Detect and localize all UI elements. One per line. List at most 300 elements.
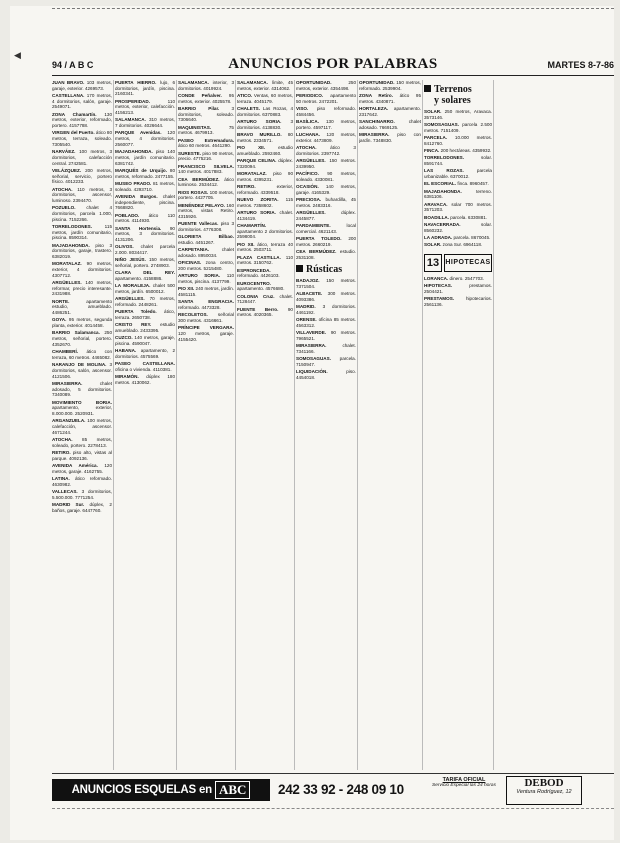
- ad-text: 95 metros, segunda planta, exterior. 4014458.: [52, 317, 112, 329]
- classified-ad: [237, 158, 293, 169]
- banner-text: ANUNCIOS ESQUELAS en: [71, 784, 212, 796]
- classified-ad: [296, 158, 356, 169]
- classified-ad: [296, 80, 356, 91]
- ad-heading: SALAMANCA.: [178, 80, 209, 85]
- ad-text: oficina 85 metros. 4563312.: [296, 317, 356, 329]
- ad-heading: SANTA ENGRACIA.: [178, 299, 234, 305]
- ad-text: dinero. 2547703.: [449, 275, 485, 281]
- ad-text: solar 700 metros. 3571203.: [424, 201, 492, 213]
- ad-heading: PERIODICO.: [296, 93, 324, 98]
- classified-ad: [52, 381, 112, 398]
- ad-heading: PIO XII.: [237, 241, 255, 247]
- ad-text: 120 metros, garaje. 4155420.: [178, 331, 234, 342]
- section-hipotecas-label: HIPOTECAS: [444, 254, 492, 272]
- ad-heading: PASEO CASTELLANA.: [115, 361, 175, 367]
- ad-text: apartamento 50 metros. 2472201.: [296, 93, 356, 104]
- ad-heading: GLORIETA Bilbao.: [178, 234, 234, 240]
- ad-text: chalet 4 dormitorios, parcela 1.000, piscina. 7152266.: [52, 205, 112, 222]
- classified-ad: [178, 203, 234, 220]
- classified-ad: [115, 283, 175, 294]
- ad-heading: CHALETS.: [237, 106, 260, 111]
- ad-text: prestamos. 2504421.: [424, 283, 492, 294]
- classified-ad: [296, 317, 356, 328]
- classified-ad: [424, 276, 492, 282]
- classified-ad: [296, 304, 356, 315]
- ad-heading: CHAMBERÍ.: [52, 349, 79, 355]
- ad-heading: NORTE.: [52, 298, 70, 304]
- ad-text: 3 dormitorios. 4138830.: [237, 119, 293, 130]
- classified-ad: [52, 418, 112, 435]
- classified-ad: [424, 189, 492, 200]
- classified-ad: [115, 296, 175, 307]
- ad-text: 150 metros, reformado. 2539904.: [359, 80, 421, 91]
- debod-ad: [506, 776, 582, 805]
- ad-text: 10.000 metros. 8412760.: [424, 135, 492, 146]
- classified-ad: [115, 244, 175, 255]
- ad-heading: BARRIO Pilar.: [178, 106, 220, 111]
- section-number: 13: [424, 254, 442, 272]
- ad-text: chalet. 4134419.: [237, 210, 293, 221]
- column-1: [52, 80, 112, 770]
- classified-ad: [296, 369, 356, 380]
- ad-text: apartamento 2 dormitorios. 2598004.: [237, 228, 293, 240]
- classified-ad: [237, 184, 293, 195]
- ad-text: 90 metros, 3 dormitorios. 4131206.: [115, 225, 175, 242]
- ad-text: chalet adosado. 7669125.: [359, 119, 421, 130]
- classified-ad: [52, 112, 112, 129]
- ad-text: 75 metros. 4679913.: [178, 124, 234, 136]
- ad-text: 110 metros, 3 dormitorios, ascensor, luminoso. 2394470.: [52, 186, 112, 203]
- classified-ad: [424, 215, 492, 221]
- column-separator: [357, 80, 358, 770]
- ad-text: 120 metros, garaje. 4162755.: [52, 462, 112, 474]
- ad-heading: ARGÜELLES.: [115, 296, 145, 302]
- ad-text: ático luminoso. 2534412.: [178, 176, 234, 188]
- classified-ad: [359, 119, 421, 130]
- column-4: [237, 80, 293, 770]
- classified-ad: [296, 210, 356, 221]
- ad-heading: PUERTA Toledo.: [115, 309, 157, 315]
- classified-ad: [52, 168, 112, 185]
- classified-ad: [52, 93, 112, 110]
- classified-ad: [296, 93, 356, 104]
- ad-heading: MAJADAHONDA.: [115, 149, 153, 155]
- classified-ad: [424, 235, 492, 241]
- classified-ad: [359, 93, 421, 104]
- ad-text: 3 dormitorios, salón, ascensor. 4121506.: [52, 362, 112, 379]
- ad-text: ático 80 metros, terraza, soleado. 7305540.: [52, 130, 112, 147]
- classified-ad: [424, 109, 492, 120]
- phone-numbers: 242 33 92 - 248 09 10: [278, 782, 404, 797]
- header-rule: [52, 75, 614, 76]
- ad-text: exterior, reformado. 4339518.: [237, 184, 293, 195]
- ad-text: piso 90 metros, precio. 4775216.: [178, 150, 234, 162]
- ad-text: reformado. 4473328.: [178, 305, 221, 311]
- ad-text: zona centro, 200 metros. 5215480.: [178, 260, 234, 272]
- ad-text: 110 metros. 3150762.: [237, 254, 293, 266]
- classified-ad: [296, 343, 356, 354]
- ad-heading: NAVACERRADA.: [424, 221, 461, 227]
- classified-ad: [296, 171, 356, 182]
- ad-heading: MIRAMÓN.: [115, 374, 139, 380]
- ad-text: 100 metros, portero. 4427705.: [178, 189, 234, 201]
- page-header: [52, 56, 614, 74]
- ad-heading: RECOLETOS.: [178, 312, 208, 318]
- ad-heading: CHAMARTÍN.: [237, 223, 267, 228]
- ad-heading: MIRASIERRA.: [359, 132, 390, 137]
- ad-text: apartamento. 2317642.: [359, 106, 421, 117]
- ad-text: Las Rozas, 4 dormitorios. 6370883.: [237, 106, 293, 117]
- classified-ad: [237, 171, 293, 182]
- classified-ad: [296, 106, 356, 117]
- classified-ad: [178, 286, 234, 297]
- ad-text: 90 metros, exterior, 4 dormitorios. 4307712.: [52, 261, 112, 278]
- classified-ad: [52, 243, 112, 260]
- classified-ad: [237, 210, 293, 221]
- ad-heading: COLONIA Cruz.: [237, 293, 275, 299]
- classified-ad: [237, 268, 293, 279]
- classified-ad: [52, 437, 112, 448]
- page-date: MARTES 8-7-86: [547, 60, 614, 70]
- ad-heading: ARGANZUELA.: [52, 418, 86, 424]
- classified-ad: [52, 476, 112, 487]
- classified-ad: [52, 149, 112, 166]
- classified-ad: [52, 224, 112, 241]
- ad-text: solar. 8591744.: [424, 155, 492, 166]
- ad-heading: RETIRO.: [237, 184, 256, 189]
- classified-ad: [52, 400, 112, 417]
- ad-text: dúplex 180 metros. 4130062.: [115, 374, 175, 385]
- ad-text: señorial 300 metros. 4316661.: [178, 312, 234, 324]
- ad-text: 115 metros. 7358602.: [237, 197, 293, 208]
- ad-text: 95 metros, exterior. 4025578.: [178, 93, 234, 104]
- classified-ad: [296, 356, 356, 367]
- classified-ad: [178, 80, 234, 91]
- ad-heading: CONDE Peñalver.: [178, 93, 222, 98]
- section-hipotecas: [424, 254, 492, 272]
- classified-ad: [424, 202, 492, 213]
- classified-ad: [52, 489, 112, 500]
- ad-text: piso reformado. 4584456.: [296, 106, 356, 117]
- ad-text: ático, terraza 40 metros. 2503711.: [237, 241, 293, 253]
- ad-heading: BADAJOZ.: [296, 278, 320, 284]
- abc-logo: ABC: [215, 781, 250, 799]
- classified-ad: [115, 149, 175, 166]
- classified-ad: [296, 119, 356, 130]
- classified-ad: [178, 312, 234, 323]
- ad-text: ático reformado. 4630982.: [52, 475, 112, 487]
- ad-text: ático con terraza, 60 metros. 4465082.: [52, 349, 112, 360]
- ad-heading: MIRASIERRA.: [52, 380, 83, 386]
- classified-ad: [52, 330, 112, 347]
- classified-ad: [52, 80, 112, 91]
- classified-ad: [52, 317, 112, 328]
- ad-heading: POZUELO.: [52, 205, 76, 211]
- ad-heading: PUERTA HIERRO.: [115, 80, 157, 85]
- ad-text: 120 metros, 4 dormitorios. 2560077.: [115, 130, 175, 147]
- debod-address: Ventura Rodríguez, 12: [516, 789, 572, 795]
- ad-text: 250 metros, Aravaca. 3573146.: [424, 109, 492, 120]
- ad-text: parcela. 6330881.: [450, 214, 488, 220]
- column-3: [178, 80, 234, 770]
- classified-ad: [237, 145, 293, 156]
- ad-heading: LUCHANA.: [296, 132, 320, 137]
- ad-text: terreno. 6381106.: [424, 188, 492, 200]
- ad-heading: PARDAMIENTE.: [296, 223, 331, 228]
- ad-heading: HABANA.: [115, 348, 137, 354]
- classified-ad: [296, 249, 356, 260]
- ad-heading: PARQUE Avenidas.: [115, 130, 162, 136]
- classified-ad: [296, 197, 356, 208]
- classified-ad: [237, 255, 293, 266]
- classified-ad: [178, 93, 234, 104]
- classified-ad: [115, 99, 175, 116]
- ad-text: hipotecarios. 2561136.: [424, 296, 492, 307]
- column-2: [115, 80, 175, 770]
- ad-text: 240 metros, jardín. 4581115.: [178, 286, 234, 298]
- classified-ad: [237, 281, 293, 292]
- ad-text: 250 metros, señorial, portero. 4352670.: [52, 330, 112, 347]
- ad-heading: MADRID Sur.: [52, 501, 85, 507]
- ad-heading: ARTURO SORIA.: [178, 273, 221, 279]
- ad-heading: SOLAR.: [424, 242, 442, 248]
- ad-heading: EL ESCORIAL.: [424, 181, 457, 187]
- ad-heading: CEA BERMÚDEZ.: [296, 249, 337, 254]
- ad-text: 150 metros. 7371504.: [296, 278, 356, 290]
- classified-ad: [115, 117, 175, 128]
- ad-text: chalet parcela 2.000. 8034417.: [115, 244, 175, 255]
- ad-heading: VIRGEN del Puerto.: [52, 130, 95, 136]
- classified-ad: [115, 181, 175, 192]
- classified-ad: [52, 261, 112, 278]
- tarifa-title: TARIFA OFICIAL: [442, 777, 486, 783]
- classified-ad: [424, 168, 492, 179]
- ad-text: 160 metros, vistas Retiro. 4315926.: [178, 202, 234, 220]
- ad-text: 3 dormitorios, soleado. 7306640.: [178, 106, 234, 123]
- ad-heading: JUAN BRAVO.: [52, 80, 85, 85]
- classified-ad: [237, 307, 293, 318]
- classified-ad: [296, 330, 356, 341]
- classified-ad: [115, 130, 175, 147]
- ad-heading: FUENTE Berro.: [237, 306, 279, 312]
- ad-text: 3 dormitorios. 4461192.: [296, 304, 356, 316]
- classified-ad: [52, 463, 112, 474]
- ad-text: 140 metros, reformar, precio interesante. 2431988.: [52, 280, 112, 297]
- column-separator: [422, 80, 423, 770]
- ad-text: piso 140 metros, jardín comunitario. 6381742.: [115, 149, 175, 166]
- classified-ad: [178, 325, 234, 342]
- ad-text: finca. 8960457.: [457, 181, 489, 187]
- ad-heading: SALAMANCA.: [237, 80, 268, 85]
- classified-ad: [52, 349, 112, 360]
- ad-text: 140 metros. 4017883.: [178, 169, 223, 175]
- ad-heading: MAJADAHONDA.: [52, 242, 90, 248]
- ad-heading: NIÑO JESÚS.: [115, 257, 146, 263]
- ad-text: 200 metros. 2660219.: [296, 236, 356, 247]
- ad-text: ático 3 dormitorios. 2397742.: [296, 145, 356, 156]
- ad-text: estudio amueblado. 2592460.: [237, 145, 293, 156]
- classified-ad: [178, 299, 234, 310]
- ad-heading: NUEVO ZORITA.: [237, 197, 279, 202]
- ad-heading: PRESTAMOS.: [424, 296, 455, 302]
- classified-ad: [178, 247, 234, 258]
- ad-text: piso con jardín. 7348830.: [359, 132, 421, 143]
- classified-ad: [178, 260, 234, 271]
- ad-heading: PRECIOSA.: [296, 197, 322, 202]
- ad-heading: LATINA.: [52, 475, 70, 481]
- ad-text: chalet adosado. 8950034.: [178, 247, 234, 259]
- ad-heading: OCASIÓN.: [296, 184, 319, 189]
- classified-ad: [296, 184, 356, 195]
- ad-heading: LA MORALEJA.: [115, 283, 151, 289]
- classified-ad: [178, 190, 234, 201]
- section-terrenos: Terrenos y solares: [424, 84, 492, 106]
- ad-heading: NARANJO DE MOLINA.: [52, 362, 107, 368]
- section-bullet-icon: [296, 265, 303, 272]
- ad-text: apartamento. 4158886.: [115, 275, 163, 281]
- ad-heading: PIO XII.: [237, 145, 265, 150]
- ad-text: 90 metros. 4020365.: [237, 306, 293, 318]
- classified-ad: [424, 296, 492, 307]
- ad-heading: FRANCISCO SILVELA.: [178, 163, 234, 169]
- ad-text: 100 metros, 3 dormitorios, calefacción central. 2742581.: [52, 149, 112, 166]
- ad-heading: ZONA Chamartín.: [52, 111, 97, 117]
- classified-ad: [178, 164, 234, 175]
- column-separator: [294, 80, 295, 770]
- ad-heading: ESPRONCEDA.: [237, 267, 271, 273]
- ad-text: 310 metros, 7 dormitorios. 4026644.: [115, 117, 175, 129]
- classified-ad: [237, 294, 293, 305]
- ad-heading: ARTURO SORIA.: [237, 119, 282, 124]
- ad-heading: OPORTUNIDAD.: [359, 80, 395, 85]
- ad-heading: ATICO.: [237, 93, 253, 98]
- ad-text: 90 metros. 7965521.: [296, 330, 356, 342]
- ad-text: interior, 3 dormitorios. 4019924.: [178, 80, 234, 91]
- classified-ad: [178, 221, 234, 232]
- ad-heading: PUERTA TOLEDO.: [296, 236, 342, 241]
- classified-ad: [115, 80, 175, 97]
- ad-heading: OLIVOS.: [115, 244, 134, 250]
- ad-heading: PARCELA.: [424, 135, 448, 140]
- ad-heading: TORRELODONES.: [52, 223, 92, 229]
- section-bullet-icon: [424, 85, 431, 92]
- debod-name: DEBOD: [524, 777, 564, 789]
- ad-text: oficina o vivienda. 4110381.: [115, 366, 172, 372]
- ad-text: 3 dormitorios, 5.500.000. 7771254.: [52, 488, 112, 500]
- ad-text: parcela. 8670045.: [453, 234, 491, 240]
- ad-text: límite, 45 metros, exterior. 4314062.: [237, 80, 293, 91]
- ad-text: ático 110 metros. 4114930.: [115, 212, 175, 224]
- ad-heading: ARTURO SORIA.: [237, 210, 276, 215]
- classified-ad: [424, 122, 492, 133]
- classified-ad: [296, 236, 356, 247]
- ad-heading: OFICINAS.: [178, 260, 202, 266]
- ad-heading: ARGÜELLES.: [52, 280, 82, 286]
- ad-heading: MADRID.: [296, 304, 316, 310]
- ad-text: 120 metros, exterior. 4473809.: [296, 132, 356, 143]
- ad-heading: RETIRO.: [52, 449, 71, 455]
- classified-ad: [424, 155, 492, 166]
- ad-heading: LAS ROZAS.: [424, 168, 464, 174]
- column-separator: [113, 80, 114, 770]
- classified-ad: [237, 197, 293, 208]
- ad-heading: ZONA Retiro.: [359, 93, 393, 98]
- ad-text: zona Sur. 6964118.: [442, 242, 483, 248]
- classified-ad: [115, 309, 175, 320]
- ad-text: piso 90 metros. 4395231.: [237, 171, 293, 182]
- ad-text: dúplex. 2445877.: [296, 210, 356, 221]
- ad-text: piso. 4454018.: [296, 369, 356, 381]
- ad-text: 130 metros, exterior, reformado, portero. 4157788.: [52, 111, 112, 129]
- classified-ad: [115, 270, 175, 281]
- ad-text: 80 metros. 2334571.: [237, 132, 293, 143]
- ad-heading: LIQUIDACIÓN.: [296, 369, 328, 375]
- ad-text: 110 metros, piscina. 4137799.: [178, 273, 234, 285]
- ad-heading: HIPOTECAS.: [424, 283, 453, 289]
- classified-ad: [296, 132, 356, 143]
- classified-ad: [52, 502, 112, 513]
- ad-text: chalet 500 metros, jardín. 6500012.: [115, 283, 175, 294]
- classified-ad: [178, 177, 234, 188]
- classified-ad: [359, 132, 421, 143]
- ad-heading: PASEO Extremadura.: [178, 137, 234, 143]
- ad-text: ático 60 metros. 4641290.: [178, 143, 232, 149]
- ad-text: 90 metros, soleado. 4330081.: [296, 171, 356, 182]
- ad-text: chalet independiente, piscina. 7668820.: [115, 193, 175, 211]
- ad-text: apartamento, 2 dormitorios. 4575569.: [115, 348, 175, 359]
- ad-heading: ARGÜELLES.: [296, 210, 326, 215]
- ad-heading: BOADILLA.: [424, 214, 450, 220]
- classified-ad: [115, 374, 175, 385]
- classified-ad: [237, 132, 293, 143]
- ad-heading: NARVÁEZ.: [52, 149, 76, 155]
- ad-heading: OPORTUNIDAD.: [296, 80, 332, 85]
- ad-text: local comercial. 4621143.: [296, 223, 356, 234]
- ad-text: 130 metros, portero. 4597117.: [296, 119, 356, 130]
- ad-heading: SURESTE.: [178, 150, 201, 156]
- ad-text: 140 metros, garaje. 4165329.: [296, 184, 356, 195]
- ad-heading: ARAVACA.: [424, 201, 448, 207]
- classified-ad: [237, 106, 293, 117]
- classified-ad: [237, 119, 293, 130]
- ad-heading: LA ADRADA.: [424, 234, 453, 240]
- ad-heading: ATOCHA.: [52, 436, 73, 442]
- ad-text: 110 metros, exterior, calefacción. 4156213.: [115, 98, 175, 116]
- classified-ad: [52, 280, 112, 297]
- page-label: 94 / A B C: [52, 60, 94, 70]
- tarifa-text: Servicio Especial las 24 horas: [432, 783, 496, 788]
- ad-heading: PLAZA CASTILLA.: [237, 254, 281, 260]
- ad-heading: ARGÜELLES.: [296, 158, 326, 163]
- ad-heading: ATOCHA.: [296, 145, 317, 150]
- ad-text: ático, terraza. 2650738.: [115, 309, 175, 320]
- ad-heading: AVENIDA Burgos.: [115, 193, 158, 199]
- classified-ad: [115, 194, 175, 211]
- classified-ad: [296, 291, 356, 302]
- ad-heading: MENÉNDEZ PELAYO.: [178, 202, 225, 208]
- ad-text: 170 metros, 4 dormitorios, salón, garaje. 2549071.: [52, 93, 112, 110]
- ad-text: estudio. 4451267.: [178, 240, 215, 246]
- classified-ad: [296, 223, 356, 234]
- classified-ad: [115, 322, 175, 333]
- ad-text: dúplex. 7320094.: [237, 158, 293, 169]
- classified-ad: [424, 135, 492, 146]
- ad-heading: POBLADO.: [115, 212, 140, 218]
- ad-heading: MARQUÉS de Urquijo.: [115, 167, 167, 173]
- ad-heading: SANTA Hortensia.: [115, 225, 162, 231]
- ad-heading: ATOCHA.: [52, 186, 73, 192]
- ad-text: apartamento, exterior, 8.000.000. 2520931.: [52, 405, 112, 416]
